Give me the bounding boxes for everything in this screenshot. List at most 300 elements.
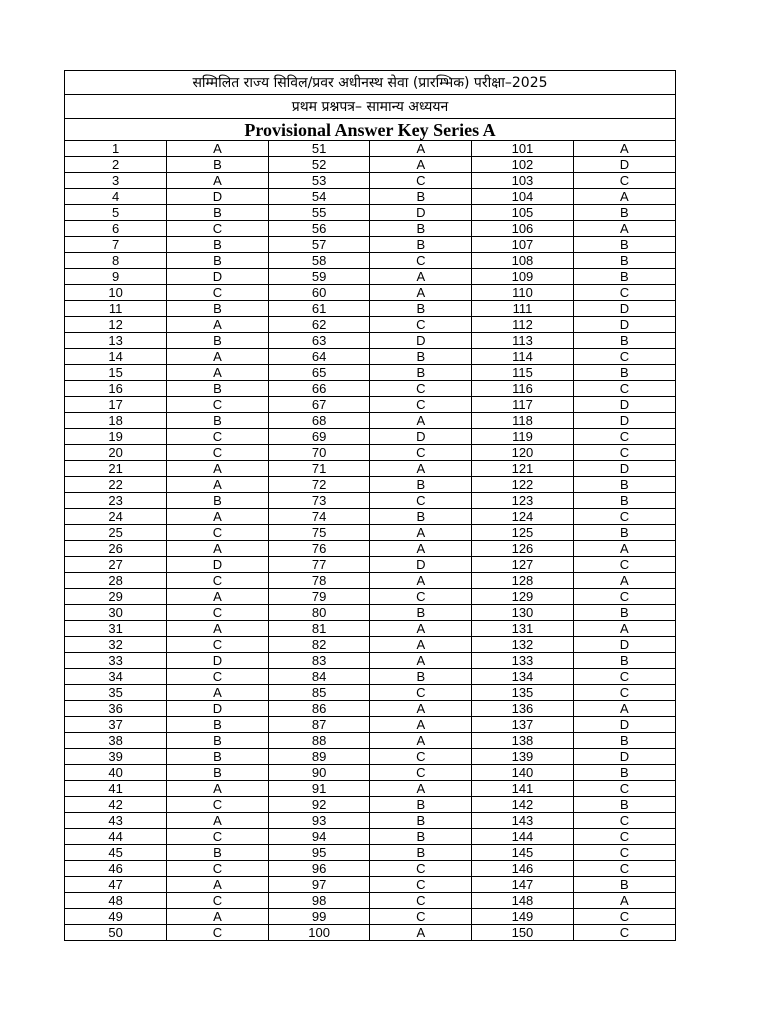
answer-cell: A bbox=[573, 893, 675, 909]
question-number: 39 bbox=[65, 749, 167, 765]
question-number: 125 bbox=[472, 525, 574, 541]
question-number: 72 bbox=[268, 477, 370, 493]
answer-cell: C bbox=[167, 429, 269, 445]
question-number: 137 bbox=[472, 717, 574, 733]
question-number: 89 bbox=[268, 749, 370, 765]
question-number: 143 bbox=[472, 813, 574, 829]
answer-cell: C bbox=[573, 557, 675, 573]
answer-cell: C bbox=[573, 285, 675, 301]
answer-cell: D bbox=[573, 157, 675, 173]
answer-cell: C bbox=[573, 173, 675, 189]
table-row bbox=[65, 445, 675, 461]
table-row bbox=[65, 813, 675, 829]
answer-cell: B bbox=[573, 605, 675, 621]
question-number: 38 bbox=[65, 733, 167, 749]
answer-cell: B bbox=[167, 333, 269, 349]
question-number: 16 bbox=[65, 381, 167, 397]
question-number: 46 bbox=[65, 861, 167, 877]
answer-cell: A bbox=[167, 781, 269, 797]
answer-cell: C bbox=[370, 589, 472, 605]
answer-key-table bbox=[65, 141, 675, 940]
answer-cell: A bbox=[370, 701, 472, 717]
question-number: 105 bbox=[472, 205, 574, 221]
table-row bbox=[65, 141, 675, 157]
question-number: 11 bbox=[65, 301, 167, 317]
answer-cell: A bbox=[167, 365, 269, 381]
table-row bbox=[65, 781, 675, 797]
answer-cell: B bbox=[370, 189, 472, 205]
table-row bbox=[65, 317, 675, 333]
answer-cell: A bbox=[167, 477, 269, 493]
answer-cell: D bbox=[573, 717, 675, 733]
question-number: 34 bbox=[65, 669, 167, 685]
answer-cell: C bbox=[573, 445, 675, 461]
question-number: 117 bbox=[472, 397, 574, 413]
table-row bbox=[65, 301, 675, 317]
question-number: 21 bbox=[65, 461, 167, 477]
table-row bbox=[65, 237, 675, 253]
answer-cell: C bbox=[167, 925, 269, 941]
question-number: 32 bbox=[65, 637, 167, 653]
question-number: 65 bbox=[268, 365, 370, 381]
question-number: 60 bbox=[268, 285, 370, 301]
question-number: 44 bbox=[65, 829, 167, 845]
answer-cell: B bbox=[573, 333, 675, 349]
answer-cell: A bbox=[167, 173, 269, 189]
question-number: 112 bbox=[472, 317, 574, 333]
answer-cell: C bbox=[370, 317, 472, 333]
answer-cell: C bbox=[573, 381, 675, 397]
answer-cell: B bbox=[167, 765, 269, 781]
table-row bbox=[65, 653, 675, 669]
answer-cell: A bbox=[370, 541, 472, 557]
table-row bbox=[65, 685, 675, 701]
answer-cell: C bbox=[167, 797, 269, 813]
answer-cell: D bbox=[370, 429, 472, 445]
answer-cell: C bbox=[370, 861, 472, 877]
table-row bbox=[65, 621, 675, 637]
answer-cell: B bbox=[573, 205, 675, 221]
answer-cell: B bbox=[167, 493, 269, 509]
question-number: 85 bbox=[268, 685, 370, 701]
table-row bbox=[65, 797, 675, 813]
question-number: 96 bbox=[268, 861, 370, 877]
answer-cell: B bbox=[573, 877, 675, 893]
question-number: 41 bbox=[65, 781, 167, 797]
answer-cell: A bbox=[167, 877, 269, 893]
answer-cell: D bbox=[573, 413, 675, 429]
answer-cell: A bbox=[167, 461, 269, 477]
answer-cell: A bbox=[370, 461, 472, 477]
question-number: 20 bbox=[65, 445, 167, 461]
table-row bbox=[65, 493, 675, 509]
answer-cell: B bbox=[167, 717, 269, 733]
question-number: 68 bbox=[268, 413, 370, 429]
answer-cell: B bbox=[370, 221, 472, 237]
question-number: 90 bbox=[268, 765, 370, 781]
question-number: 30 bbox=[65, 605, 167, 621]
answer-cell: C bbox=[573, 861, 675, 877]
table-row bbox=[65, 589, 675, 605]
answer-cell: B bbox=[167, 413, 269, 429]
question-number: 52 bbox=[268, 157, 370, 173]
answer-cell: D bbox=[370, 205, 472, 221]
question-number: 19 bbox=[65, 429, 167, 445]
question-number: 84 bbox=[268, 669, 370, 685]
question-number: 145 bbox=[472, 845, 574, 861]
question-number: 37 bbox=[65, 717, 167, 733]
answer-cell: D bbox=[573, 637, 675, 653]
question-number: 70 bbox=[268, 445, 370, 461]
question-number: 150 bbox=[472, 925, 574, 941]
table-row bbox=[65, 173, 675, 189]
question-number: 35 bbox=[65, 685, 167, 701]
answer-cell: B bbox=[370, 829, 472, 845]
question-number: 113 bbox=[472, 333, 574, 349]
answer-cell: B bbox=[370, 669, 472, 685]
answer-cell: B bbox=[370, 845, 472, 861]
answer-cell: D bbox=[573, 749, 675, 765]
answer-cell: A bbox=[370, 653, 472, 669]
question-number: 66 bbox=[268, 381, 370, 397]
answer-cell: C bbox=[167, 829, 269, 845]
question-number: 136 bbox=[472, 701, 574, 717]
table-row bbox=[65, 765, 675, 781]
table-row bbox=[65, 717, 675, 733]
answer-cell: B bbox=[370, 365, 472, 381]
question-number: 141 bbox=[472, 781, 574, 797]
answer-cell: B bbox=[167, 157, 269, 173]
answer-cell: A bbox=[167, 621, 269, 637]
answer-cell: A bbox=[573, 701, 675, 717]
question-number: 22 bbox=[65, 477, 167, 493]
answer-cell: C bbox=[167, 893, 269, 909]
question-number: 57 bbox=[268, 237, 370, 253]
answer-cell: A bbox=[370, 781, 472, 797]
question-number: 111 bbox=[472, 301, 574, 317]
answer-cell: C bbox=[370, 173, 472, 189]
answer-cell: A bbox=[167, 541, 269, 557]
answer-cell: B bbox=[573, 253, 675, 269]
question-number: 104 bbox=[472, 189, 574, 205]
question-number: 149 bbox=[472, 909, 574, 925]
table-row bbox=[65, 701, 675, 717]
answer-cell: A bbox=[167, 349, 269, 365]
table-row bbox=[65, 429, 675, 445]
question-number: 129 bbox=[472, 589, 574, 605]
question-number: 86 bbox=[268, 701, 370, 717]
question-number: 124 bbox=[472, 509, 574, 525]
question-number: 102 bbox=[472, 157, 574, 173]
question-number: 76 bbox=[268, 541, 370, 557]
question-number: 71 bbox=[268, 461, 370, 477]
question-number: 27 bbox=[65, 557, 167, 573]
question-number: 128 bbox=[472, 573, 574, 589]
answer-cell: D bbox=[573, 317, 675, 333]
table-row bbox=[65, 573, 675, 589]
answer-cell: C bbox=[573, 781, 675, 797]
answer-cell: C bbox=[370, 253, 472, 269]
question-number: 15 bbox=[65, 365, 167, 381]
table-row bbox=[65, 157, 675, 173]
question-number: 13 bbox=[65, 333, 167, 349]
answer-cell: A bbox=[573, 221, 675, 237]
answer-cell: D bbox=[370, 557, 472, 573]
answer-cell: A bbox=[167, 141, 269, 157]
question-number: 56 bbox=[268, 221, 370, 237]
answer-cell: C bbox=[370, 877, 472, 893]
question-number: 80 bbox=[268, 605, 370, 621]
question-number: 26 bbox=[65, 541, 167, 557]
answer-cell: A bbox=[370, 717, 472, 733]
question-number: 127 bbox=[472, 557, 574, 573]
question-number: 118 bbox=[472, 413, 574, 429]
answer-cell: B bbox=[573, 765, 675, 781]
answer-cell: B bbox=[573, 365, 675, 381]
paper-title: प्रथम प्रश्नपत्र– सामान्य अध्ययन bbox=[65, 95, 675, 119]
question-number: 6 bbox=[65, 221, 167, 237]
table-row bbox=[65, 349, 675, 365]
question-number: 116 bbox=[472, 381, 574, 397]
answer-cell: C bbox=[573, 925, 675, 941]
table-row bbox=[65, 221, 675, 237]
question-number: 132 bbox=[472, 637, 574, 653]
answer-cell: C bbox=[167, 445, 269, 461]
answer-cell: A bbox=[573, 621, 675, 637]
answer-cell: B bbox=[167, 253, 269, 269]
question-number: 147 bbox=[472, 877, 574, 893]
table-row bbox=[65, 541, 675, 557]
answer-cell: A bbox=[370, 525, 472, 541]
table-row bbox=[65, 509, 675, 525]
answer-cell: A bbox=[370, 573, 472, 589]
answer-cell: C bbox=[573, 909, 675, 925]
question-number: 126 bbox=[472, 541, 574, 557]
question-number: 77 bbox=[268, 557, 370, 573]
question-number: 31 bbox=[65, 621, 167, 637]
answer-cell: C bbox=[573, 813, 675, 829]
question-number: 62 bbox=[268, 317, 370, 333]
answer-cell: A bbox=[573, 141, 675, 157]
question-number: 140 bbox=[472, 765, 574, 781]
answer-cell: B bbox=[167, 237, 269, 253]
question-number: 36 bbox=[65, 701, 167, 717]
table-row bbox=[65, 637, 675, 653]
question-number: 82 bbox=[268, 637, 370, 653]
question-number: 78 bbox=[268, 573, 370, 589]
answer-cell: D bbox=[573, 301, 675, 317]
answer-cell: B bbox=[167, 381, 269, 397]
question-number: 3 bbox=[65, 173, 167, 189]
table-row bbox=[65, 269, 675, 285]
answer-cell: B bbox=[370, 301, 472, 317]
question-number: 23 bbox=[65, 493, 167, 509]
table-row bbox=[65, 477, 675, 493]
table-row bbox=[65, 909, 675, 925]
table-row bbox=[65, 877, 675, 893]
answer-cell: A bbox=[370, 925, 472, 941]
question-number: 54 bbox=[268, 189, 370, 205]
question-number: 109 bbox=[472, 269, 574, 285]
question-number: 103 bbox=[472, 173, 574, 189]
answer-cell: D bbox=[167, 189, 269, 205]
question-number: 10 bbox=[65, 285, 167, 301]
question-number: 51 bbox=[268, 141, 370, 157]
question-number: 114 bbox=[472, 349, 574, 365]
question-number: 28 bbox=[65, 573, 167, 589]
question-number: 106 bbox=[472, 221, 574, 237]
table-row bbox=[65, 461, 675, 477]
answer-cell: C bbox=[370, 909, 472, 925]
answer-cell: A bbox=[573, 541, 675, 557]
answer-cell: D bbox=[167, 269, 269, 285]
answer-cell: B bbox=[370, 813, 472, 829]
answer-cell: C bbox=[573, 429, 675, 445]
question-number: 135 bbox=[472, 685, 574, 701]
answer-cell: C bbox=[167, 573, 269, 589]
answer-cell: A bbox=[167, 509, 269, 525]
answer-cell: B bbox=[573, 653, 675, 669]
question-number: 49 bbox=[65, 909, 167, 925]
answer-cell: C bbox=[370, 765, 472, 781]
question-number: 108 bbox=[472, 253, 574, 269]
table-row bbox=[65, 365, 675, 381]
question-number: 146 bbox=[472, 861, 574, 877]
question-number: 67 bbox=[268, 397, 370, 413]
question-number: 5 bbox=[65, 205, 167, 221]
question-number: 94 bbox=[268, 829, 370, 845]
answer-cell: C bbox=[573, 589, 675, 605]
answer-cell: D bbox=[167, 653, 269, 669]
question-number: 69 bbox=[268, 429, 370, 445]
answer-cell: A bbox=[573, 573, 675, 589]
question-number: 97 bbox=[268, 877, 370, 893]
answer-cell: B bbox=[370, 237, 472, 253]
answer-cell: B bbox=[370, 349, 472, 365]
answer-cell: A bbox=[370, 141, 472, 157]
question-number: 45 bbox=[65, 845, 167, 861]
answer-cell: B bbox=[573, 477, 675, 493]
answer-cell: C bbox=[167, 397, 269, 413]
question-number: 18 bbox=[65, 413, 167, 429]
table-row bbox=[65, 829, 675, 845]
question-number: 134 bbox=[472, 669, 574, 685]
question-number: 130 bbox=[472, 605, 574, 621]
answer-cell: A bbox=[167, 685, 269, 701]
question-number: 123 bbox=[472, 493, 574, 509]
answer-cell: A bbox=[573, 189, 675, 205]
exam-title: सम्मिलित राज्य सिविल/प्रवर अधीनस्थ सेवा (प्रारम्भिक) परीक्षा–2025 bbox=[65, 71, 675, 95]
question-number: 48 bbox=[65, 893, 167, 909]
question-number: 75 bbox=[268, 525, 370, 541]
answer-cell: A bbox=[167, 589, 269, 605]
answer-cell: C bbox=[167, 669, 269, 685]
question-number: 61 bbox=[268, 301, 370, 317]
question-number: 63 bbox=[268, 333, 370, 349]
question-number: 9 bbox=[65, 269, 167, 285]
question-number: 53 bbox=[268, 173, 370, 189]
answer-cell: C bbox=[573, 669, 675, 685]
answer-cell: B bbox=[370, 797, 472, 813]
table-row bbox=[65, 397, 675, 413]
answer-cell: A bbox=[370, 637, 472, 653]
table-row bbox=[65, 557, 675, 573]
answer-cell: C bbox=[370, 893, 472, 909]
table-row bbox=[65, 605, 675, 621]
question-number: 99 bbox=[268, 909, 370, 925]
table-row bbox=[65, 733, 675, 749]
answer-cell: B bbox=[573, 493, 675, 509]
question-number: 29 bbox=[65, 589, 167, 605]
question-number: 12 bbox=[65, 317, 167, 333]
question-number: 24 bbox=[65, 509, 167, 525]
table-row bbox=[65, 381, 675, 397]
answer-cell: C bbox=[573, 829, 675, 845]
question-number: 42 bbox=[65, 797, 167, 813]
question-number: 40 bbox=[65, 765, 167, 781]
question-number: 115 bbox=[472, 365, 574, 381]
question-number: 47 bbox=[65, 877, 167, 893]
question-number: 142 bbox=[472, 797, 574, 813]
question-number: 4 bbox=[65, 189, 167, 205]
answer-cell: C bbox=[167, 525, 269, 541]
question-number: 87 bbox=[268, 717, 370, 733]
answer-cell: B bbox=[573, 733, 675, 749]
answer-cell: C bbox=[167, 861, 269, 877]
question-number: 74 bbox=[268, 509, 370, 525]
table-row bbox=[65, 253, 675, 269]
question-number: 95 bbox=[268, 845, 370, 861]
table-row bbox=[65, 285, 675, 301]
answer-cell: B bbox=[573, 237, 675, 253]
question-number: 121 bbox=[472, 461, 574, 477]
question-number: 8 bbox=[65, 253, 167, 269]
answer-cell: B bbox=[167, 301, 269, 317]
question-number: 119 bbox=[472, 429, 574, 445]
question-number: 17 bbox=[65, 397, 167, 413]
question-number: 2 bbox=[65, 157, 167, 173]
table-row bbox=[65, 893, 675, 909]
question-number: 98 bbox=[268, 893, 370, 909]
answer-cell: C bbox=[573, 845, 675, 861]
question-number: 64 bbox=[268, 349, 370, 365]
question-number: 7 bbox=[65, 237, 167, 253]
question-number: 110 bbox=[472, 285, 574, 301]
answer-cell: A bbox=[370, 285, 472, 301]
question-number: 55 bbox=[268, 205, 370, 221]
answer-cell: C bbox=[167, 637, 269, 653]
answer-cell: A bbox=[167, 317, 269, 333]
question-number: 139 bbox=[472, 749, 574, 765]
question-number: 133 bbox=[472, 653, 574, 669]
question-number: 79 bbox=[268, 589, 370, 605]
table-row bbox=[65, 333, 675, 349]
answer-cell: B bbox=[167, 733, 269, 749]
answer-cell: C bbox=[573, 509, 675, 525]
answer-cell: B bbox=[167, 749, 269, 765]
answer-cell: D bbox=[167, 701, 269, 717]
answer-cell: C bbox=[370, 397, 472, 413]
question-number: 148 bbox=[472, 893, 574, 909]
question-number: 100 bbox=[268, 925, 370, 941]
question-number: 120 bbox=[472, 445, 574, 461]
answer-cell: B bbox=[370, 509, 472, 525]
question-number: 43 bbox=[65, 813, 167, 829]
table-row bbox=[65, 669, 675, 685]
question-number: 50 bbox=[65, 925, 167, 941]
answer-cell: A bbox=[370, 413, 472, 429]
table-row bbox=[65, 413, 675, 429]
